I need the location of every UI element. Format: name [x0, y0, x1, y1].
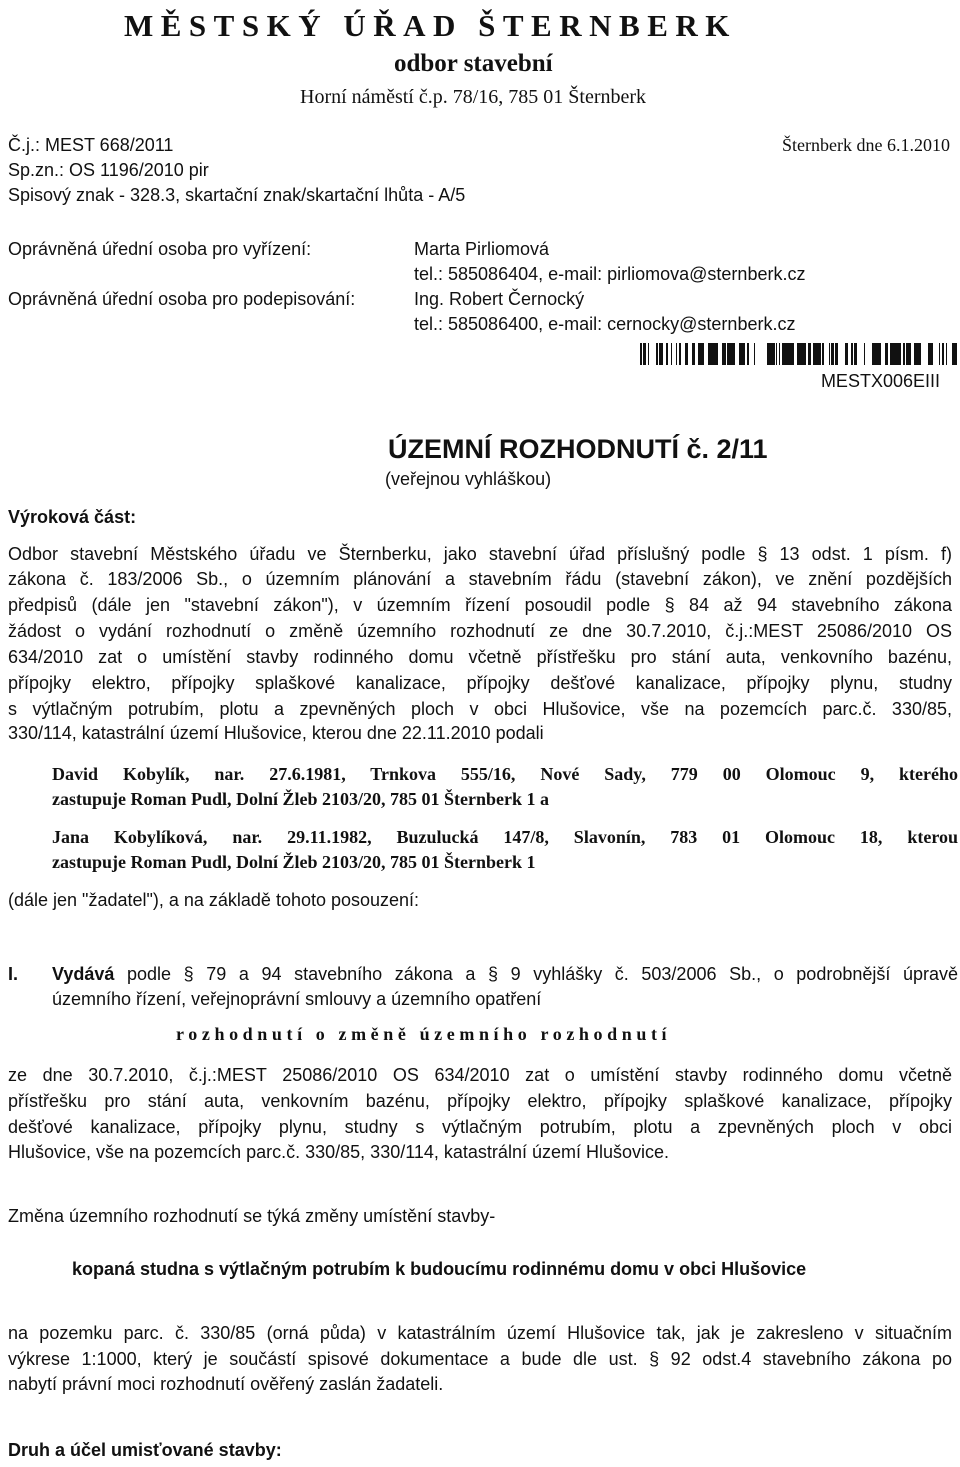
text-line: 634/2010 zat o umístění stavby rodinného domu včetně přístřešku pro stání auta, venkovního bazénu, [8, 647, 952, 667]
signing-official-label: Oprávněná úřední osoba pro podepisování: [8, 289, 356, 309]
signing-official-name: Ing. Robert Černocký [414, 289, 585, 309]
text-line: přípojky elektro, přípojky splaškové kanalizace, přípojky dešťové kanalizace, přípojky plynu, studny [8, 673, 952, 693]
applicant-1-line-1: David Kobylík, nar. 27.6.1981, Trnkova 555/16, Nové Sady, 779 00 Olomouc 9, kterého [52, 764, 958, 784]
text-line: přístřešku pro stání auta, venkovním bazénu, přípojky elektro, přípojky splaškové kanalizace, přípojky [8, 1091, 952, 1111]
handling-official-name: Marta Pirliomová [414, 239, 550, 259]
clause-verb: Vydává [52, 964, 115, 984]
decision-heading-spaced: rozhodnutí o změně územního rozhodnutí [176, 1024, 672, 1044]
text-line: 330/114, katastrální území Hlušovice, kterou dne 22.11.2010 podali [8, 723, 544, 743]
department-name: odbor stavební [394, 50, 553, 77]
clause-1-line-2: územního řízení, veřejnoprávní smlouvy a územního opatření [52, 989, 542, 1009]
text-line: na pozemku parc. č. 330/85 (orná půda) v katastrálním území Hlušovice tak, jak je zakresleno v situačním [8, 1323, 952, 1343]
office-title: MĚSTSKÝ ÚŘAD ŠTERNBERK [124, 8, 737, 43]
decision-subtitle: (veřejnou vyhláškou) [385, 469, 552, 489]
applicant-2-line-2: zastupuje Roman Pudl, Dolní Žleb 2103/20, 785 01 Šternberk 1 [52, 852, 536, 872]
clause-line-1-text: podle § 79 a 94 stavebního zákona a § 9 vyhlášky č. 503/2006 Sb., o podrobnější úpravě [114, 964, 958, 984]
file-number: Sp.zn.: OS 1196/2010 pir [8, 160, 209, 180]
text-line: žádost o vydání rozhodnutí o změně územního rozhodnutí ze dne 30.7.2010, č.j.:MEST 25086/2010 OS [8, 621, 952, 641]
handling-official-contact: tel.: 585086404, e-mail: pirliomova@sternberk.cz [414, 264, 806, 284]
text-line: ze dne 30.7.2010, č.j.:MEST 25086/2010 OS 634/2010 zat o umístění stavby rodinného domu včetně [8, 1065, 952, 1085]
text-line: dešťové kanalizace, přípojky plynu, studny s výtlačným potrubím, plotu a zpevněných ploch v obci [8, 1117, 952, 1137]
clause-numeral: I. [8, 964, 19, 984]
text-line: zákona č. 183/2006 Sb., o územním plánování a stavebním řádu (stavební zákon), ve znění pozdějších [8, 569, 952, 589]
structure-title: kopaná studna s výtlačným potrubím k budoucímu rodinnému domu v obci Hlušovice [72, 1259, 807, 1279]
issue-date: Šternberk dne 6.1.2010 [782, 135, 950, 155]
barcode-image [640, 343, 958, 365]
text-line: s výtlačným potrubím, plotu a zpevněných ploch v obci Hlušovice, vše na pozemcích parc.č. 330/85, [8, 699, 952, 719]
text-line: předpisů (dále jen "stavební zákon"), v územním řízení posoudil podle § 84 až 94 stavebního zákona [8, 595, 952, 615]
clause-1-line-1 [52, 961, 958, 987]
text-line: výkrese 1:1000, který je součástí spisové dokumentace a bude dle ust. § 92 odst.4 stavebního zákona po [8, 1349, 952, 1369]
signing-official-contact: tel.: 585086400, e-mail: cernocky@sternberk.cz [414, 314, 796, 334]
applicant-1-line-2: zastupuje Roman Pudl, Dolní Žleb 2103/20, 785 01 Šternberk 1 a [52, 789, 550, 809]
text-line: nabytí právní moci rozhodnutí ověřený zaslán žadateli. [8, 1374, 444, 1394]
text-line: Hlušovice, vše na pozemcích parc.č. 330/85, 330/114, katastrální území Hlušovice. [8, 1142, 669, 1162]
barcode-text: MESTX006EIII [820, 371, 940, 391]
reference-number: Č.j.: MEST 668/2011 [8, 135, 174, 155]
section-heading-structure-type: Druh a účel umisťované stavby: [8, 1440, 282, 1460]
office-address: Horní náměstí č.p. 78/16, 785 01 Šternberk [300, 86, 647, 108]
applicant-note: (dále jen "žadatel"), a na základě tohoto posouzení: [8, 890, 420, 910]
handling-official-label: Oprávněná úřední osoba pro vyřízení: [8, 239, 312, 259]
change-note: Změna územního rozhodnutí se týká změny umístění stavby- [8, 1206, 496, 1226]
applicant-2-line-1: Jana Kobylíková, nar. 29.11.1982, Buzulucká 147/8, Slavonín, 783 01 Olomouc 18, kterou [52, 827, 958, 847]
decision-title: ÚZEMNÍ ROZHODNUTÍ č. 2/11 [388, 434, 768, 464]
text-line: Odbor stavební Městského úřadu ve Šternberku, jako stavební úřad příslušný podle § 13 odst. 1 písm. f) [8, 544, 952, 564]
file-mark: Spisový znak - 328.3, skartační znak/skartační lhůta - A/5 [8, 185, 466, 205]
section-label-verdict: Výroková část: [8, 507, 137, 527]
